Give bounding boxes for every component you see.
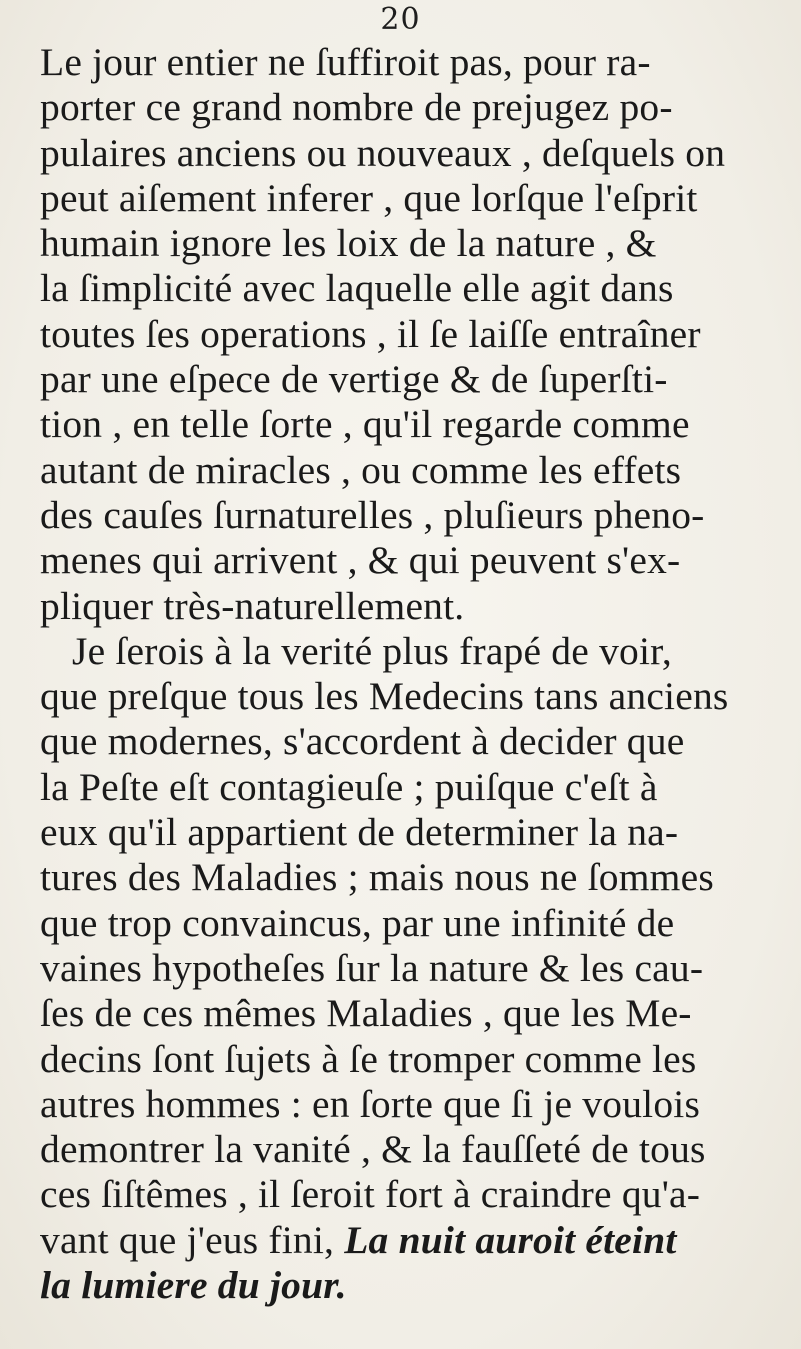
text-line-10: autant de miracles , ou comme les effets [40,447,682,492]
text-line-26: ces ſiſtêmes , il ſeroit fort à craindre qu'a- [40,1172,701,1217]
body-text [40,40,800,1308]
text-line-6: la ſimplicité avec laquelle elle agit dans [40,266,674,311]
text-line-23: decins ſont ſujets à ſe tromper comme les [40,1036,697,1081]
text-line-15: que preſque tous les Medecins tans anciens [40,674,729,719]
text-line-11: des cauſes ſurnaturelles , pluſieurs pheno- [40,492,705,537]
text-line-3: pulaires anciens ou nouveaux , deſquels on [40,130,726,175]
text-line-16: que modernes, s'accordent à decider que [40,719,685,764]
text-line-18: eux qu'il appartient de determiner la na- [40,810,679,855]
text-line-1: Le jour entier ne ſuffiroit pas, pour ra- [40,40,651,84]
text-line-17: la Peſte eſt contagieuſe ; puiſque c'eſt à [40,764,658,809]
text-line-13: pliquer très-naturellement. [40,583,465,628]
text-line-19: tures des Maladies ; mais nous ne ſommes [40,855,714,900]
text-line-24: autres hommes : en ſorte que ſi je voulois [40,1081,701,1126]
text-line-27-italic: La nuit auroit éteint [334,1217,677,1262]
text-line-20: que trop convaincus, par une infinité de [40,900,675,945]
text-line-9: tion , en telle ſorte , qu'il regarde comme [40,402,690,447]
page-number: 20 [380,2,421,37]
text-line-8: par une eſpece de vertige & de ſuperſti- [40,357,668,402]
text-line-28 [40,1263,800,1308]
text-line-4: peut aiſement inferer , que lorſque l'eſprit [40,175,698,220]
text-line-27 [40,1218,800,1263]
text-line-2: porter ce grand nombre de prejugez po- [40,85,673,130]
text-line-14: Je ſerois à la verité plus frapé de voir, [72,628,672,673]
text-line-22: ſes de ces mêmes Maladies , que les Me- [40,991,692,1036]
text-line-27-roman: vant que j'eus fini, [40,1217,335,1262]
text-line-12: menes qui arrivent , & qui peuvent s'ex- [40,538,681,583]
text-line-25: demontrer la vanité , & la fauſſeté de tous [40,1127,706,1172]
text-line-7: toutes ſes operations , il ſe laiſſe entraîner [40,311,701,356]
text-line-21: vaines hypotheſes ſur la nature & les cau- [40,945,704,990]
text-line-5: humain ignore les loix de la nature , & [40,221,657,266]
text-line-28-italic: la lumiere du jour. [40,1263,347,1308]
